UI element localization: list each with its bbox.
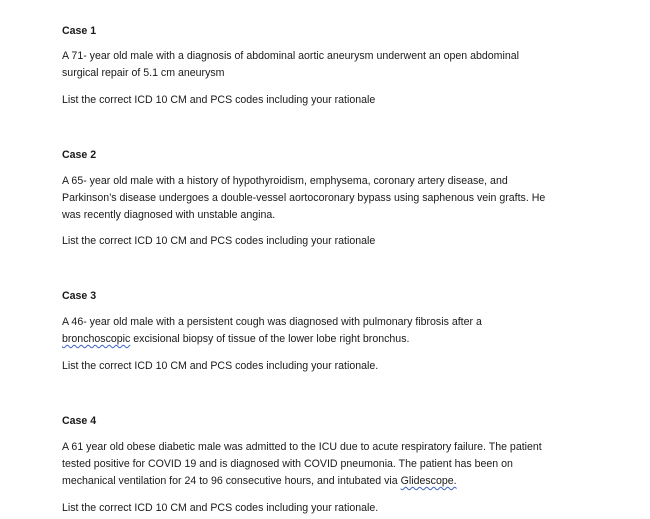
case-1-heading: Case 1 bbox=[62, 25, 97, 37]
case-1-description bbox=[62, 48, 519, 82]
misspelled-word[interactable]: bronchoscopic bbox=[62, 333, 131, 345]
text-line bbox=[62, 473, 542, 490]
text-segment: excisional biopsy of tissue of the lower lobe right bronchus. bbox=[130, 333, 410, 345]
case-2-heading: Case 2 bbox=[62, 149, 97, 161]
case-1-instruction: List the correct ICD 10 CM and PCS codes including your rationale bbox=[62, 94, 376, 106]
text-line: A 46- year old male with a persistent cough was diagnosed with pulmonary fibrosis after a bbox=[62, 316, 482, 328]
text-line: was recently diagnosed with unstable angina. bbox=[62, 209, 276, 221]
case-3-description bbox=[62, 314, 482, 348]
text-line: tested positive for COVID 19 and is diagnosed with COVID pneumonia. The patient has been on bbox=[62, 458, 513, 470]
case-4-instruction: List the correct ICD 10 CM and PCS codes including your rationale. bbox=[62, 502, 379, 514]
case-2-description bbox=[62, 173, 545, 224]
text-line: A 61 year old obese diabetic male was admitted to the ICU due to acute respiratory failure. The patient bbox=[62, 441, 542, 453]
case-3-heading: Case 3 bbox=[62, 290, 97, 302]
case-3-instruction: List the correct ICD 10 CM and PCS codes including your rationale. bbox=[62, 360, 379, 372]
case-4-description bbox=[62, 439, 542, 490]
text-line: Parkinson’s disease undergoes a double-vessel aortocoronary bypass using saphenous vein grafts. He bbox=[62, 192, 546, 204]
text-line: A 71- year old male with a diagnosis of abdominal aortic aneurysm underwent an open abdominal bbox=[62, 50, 519, 62]
case-4-heading: Case 4 bbox=[62, 415, 97, 427]
misspelled-word[interactable]: Glidescope. bbox=[400, 475, 457, 487]
text-line: A 65- year old male with a history of hypothyroidism, emphysema, coronary artery disease, and bbox=[62, 175, 508, 187]
text-segment: mechanical ventilation for 24 to 96 consecutive hours, and intubated via bbox=[62, 475, 401, 487]
text-line: surgical repair of 5.1 cm aneurysm bbox=[62, 67, 225, 79]
case-2-instruction: List the correct ICD 10 CM and PCS codes including your rationale bbox=[62, 235, 376, 247]
text-line bbox=[62, 331, 482, 348]
